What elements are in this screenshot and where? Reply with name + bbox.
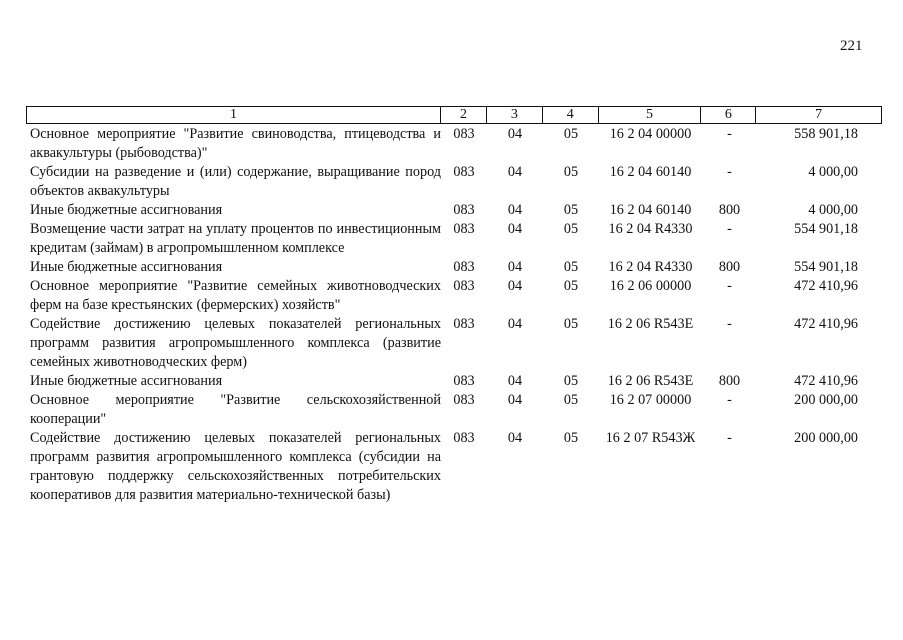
row-col-4: 05 xyxy=(563,126,579,142)
row-col-2: 083 xyxy=(453,278,475,294)
row-col-2: 083 xyxy=(453,259,475,275)
row-col-2: 083 xyxy=(453,164,475,180)
row-col-6: - xyxy=(727,430,732,446)
row-col-6: 800 xyxy=(718,202,741,218)
page-number: 221 xyxy=(840,38,863,54)
row-col-5: 16 2 04 60140 xyxy=(609,164,692,180)
row-col-6: - xyxy=(727,126,732,142)
row-col-3: 04 xyxy=(507,164,523,180)
table-row xyxy=(26,277,882,315)
table-row xyxy=(26,125,882,163)
header-col-7: 7 xyxy=(815,107,823,122)
row-name: Иные бюджетные ассигнования xyxy=(30,259,223,275)
row-col-3: 04 xyxy=(507,259,523,275)
row-col-4: 05 xyxy=(563,221,579,237)
row-col-3: 04 xyxy=(507,373,523,389)
row-col-5: 16 2 04 R4330 xyxy=(608,221,693,237)
row-col-5: 16 2 06 00000 xyxy=(609,278,692,294)
row-col-4: 05 xyxy=(563,164,579,180)
row-col-2: 083 xyxy=(453,221,475,237)
row-col-7: 554 901,18 xyxy=(794,221,858,237)
row-name: Содействие достижению целевых показателей региональных программ развития агропромышленного комплекса (субсидии на грантовую поддержку сельскохозяйственных потребительских кооперативов для развития материально-технической базы) xyxy=(30,430,441,503)
header-col-2: 2 xyxy=(441,107,487,123)
row-col-6: - xyxy=(727,164,732,180)
row-col-3: 04 xyxy=(507,126,523,142)
row-col-2: 083 xyxy=(453,392,475,408)
row-col-7: 4 000,00 xyxy=(808,164,858,180)
table-row xyxy=(26,201,882,220)
header-col-4: 4 xyxy=(543,107,599,123)
row-col-7: 200 000,00 xyxy=(794,430,858,446)
row-col-7: 472 410,96 xyxy=(794,316,858,332)
row-name: Основное мероприятие "Развитие сельскохозяйственной кооперации" xyxy=(30,392,441,427)
row-col-7: 200 000,00 xyxy=(794,392,858,408)
row-col-5: 16 2 06 R543E xyxy=(607,316,694,332)
row-col-6: - xyxy=(727,278,732,294)
row-col-4: 05 xyxy=(563,373,579,389)
row-col-3: 04 xyxy=(507,430,523,446)
row-col-4: 05 xyxy=(563,278,579,294)
row-col-3: 04 xyxy=(507,221,523,237)
row-col-5: 16 2 04 00000 xyxy=(609,126,692,142)
row-col-2: 083 xyxy=(453,202,475,218)
row-col-6: 800 xyxy=(718,259,741,275)
row-col-3: 04 xyxy=(507,202,523,218)
row-col-5: 16 2 07 R543Ж xyxy=(605,430,696,446)
row-col-7: 472 410,96 xyxy=(794,278,858,294)
header-col-6: 6 xyxy=(701,107,756,123)
row-col-6: - xyxy=(727,316,732,332)
table-body xyxy=(26,125,882,505)
row-col-6: - xyxy=(727,221,732,237)
row-col-5: 16 2 06 R543E xyxy=(607,373,694,389)
row-name: Содействие достижению целевых показателей региональных программ развития агропромышленного комплекса (развитие семейных животноводческих ферм) xyxy=(30,316,441,370)
row-col-5: 16 2 04 60140 xyxy=(609,202,692,218)
row-col-5: 16 2 04 R4330 xyxy=(608,259,693,275)
row-name: Основное мероприятие "Развитие свиноводства, птицеводства и аквакультуры (рыбоводства)" xyxy=(30,126,441,161)
table-row xyxy=(26,220,882,258)
row-name: Субсидии на разведение и (или) содержание, выращивание пород объектов аквакультуры xyxy=(30,164,441,199)
table-row xyxy=(26,429,882,505)
table-row xyxy=(26,315,882,372)
row-col-3: 04 xyxy=(507,392,523,408)
row-col-4: 05 xyxy=(563,202,579,218)
row-name: Основное мероприятие "Развитие семейных животноводческих ферм на базе крестьянских (фермерских) хозяйств" xyxy=(30,278,441,313)
row-col-2: 083 xyxy=(453,316,475,332)
row-col-7: 4 000,00 xyxy=(808,202,858,218)
row-col-7: 554 901,18 xyxy=(794,259,858,275)
row-name: Иные бюджетные ассигнования xyxy=(30,202,223,218)
row-col-3: 04 xyxy=(507,316,523,332)
row-col-5: 16 2 07 00000 xyxy=(609,392,692,408)
table-row xyxy=(26,391,882,429)
header-col-1: 1 xyxy=(27,107,441,123)
row-col-3: 04 xyxy=(507,278,523,294)
row-col-7: 558 901,18 xyxy=(794,126,858,142)
row-col-4: 05 xyxy=(563,392,579,408)
row-col-2: 083 xyxy=(453,430,475,446)
header-col-5: 5 xyxy=(599,107,702,123)
row-name: Возмещение части затрат на уплату процентов по инвестиционным кредитам (займам) в агропромышленном комплексе xyxy=(30,221,441,256)
row-col-2: 083 xyxy=(453,373,475,389)
table-row xyxy=(26,258,882,277)
header-col-3: 3 xyxy=(487,107,543,123)
row-col-7: 472 410,96 xyxy=(794,373,858,389)
table-header xyxy=(26,106,882,124)
row-col-4: 05 xyxy=(563,430,579,446)
row-col-6: 800 xyxy=(718,373,741,389)
row-col-4: 05 xyxy=(563,259,579,275)
row-col-4: 05 xyxy=(563,316,579,332)
table-row xyxy=(26,163,882,201)
row-col-2: 083 xyxy=(453,126,475,142)
row-name: Иные бюджетные ассигнования xyxy=(30,373,223,389)
table-row xyxy=(26,372,882,391)
row-col-6: - xyxy=(727,392,732,408)
